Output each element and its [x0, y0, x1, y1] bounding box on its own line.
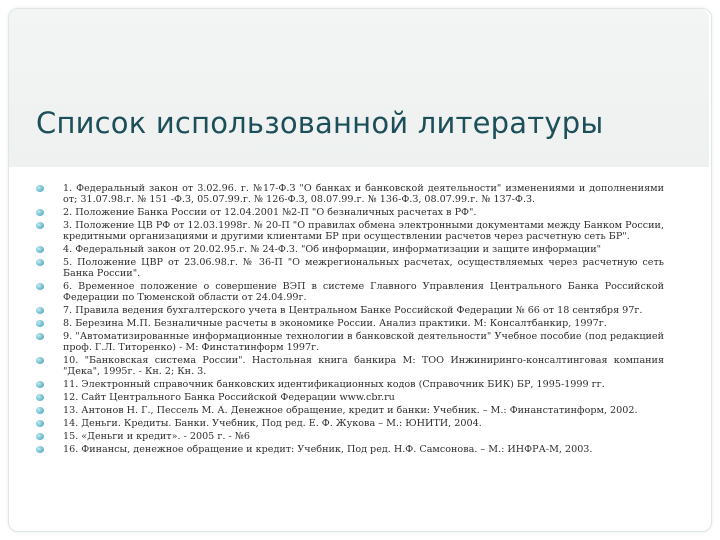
list-item [36, 418, 664, 429]
bullet-icon [36, 283, 44, 290]
list-item-text: 8. Березина М.П. Безналичные расчеты в экономике России. Анализ практики. М: Консалтбанкир, 1997г. [63, 318, 607, 330]
list-item-text: 14. Деньги. Кредиты. Банки. Учебник, Под ред. Е. Ф. Жукова – М.: ЮНИТИ, 2004. [63, 418, 482, 430]
bullet-icon [36, 446, 44, 453]
list-item [36, 355, 664, 377]
list-item [36, 281, 664, 303]
bullet-icon [36, 407, 44, 414]
list-item [36, 220, 664, 242]
bullet-icon [36, 259, 44, 266]
slide-title: Список использованной литературы [36, 106, 604, 140]
list-item [36, 392, 664, 403]
list-item [36, 318, 664, 329]
list-item-text: 12. Сайт Центрального Банка Российской Федерации www.cbr.ru [63, 392, 395, 404]
list-item [36, 183, 664, 205]
bullet-icon [36, 394, 44, 401]
list-item [36, 244, 664, 255]
list-item-text: 5. Положение ЦВР от 23.06.98.г. № 36-П "О межрегиональных расчетах, осуществляемых через расчетную сеть Банка России". [63, 257, 664, 280]
list-item [36, 444, 664, 455]
bullet-icon [36, 420, 44, 427]
bullet-icon [36, 209, 44, 216]
list-item [36, 257, 664, 279]
list-item-text: 9. "Автоматизированные информационные технологии в банковской деятельности" Учебное пособие (под редакцией проф. Г.Л. Титоренко) - М: Финстатинформ 1997г. [63, 331, 664, 354]
bullet-icon [36, 246, 44, 253]
list-item-text: 11. Электронный справочник банковских идентификационных кодов (Справочник БИК) БР, 1995-1999 гг. [63, 379, 605, 391]
bullet-icon [36, 433, 44, 440]
list-item-text: 13. Антонов Н. Г., Пессель М. А. Денежное обращение, кредит и банки: Учебник. – М.: Финанстатинформ, 2002. [63, 405, 638, 417]
bullet-icon [36, 357, 44, 364]
list-item-text: 16. Финансы, денежное обращение и кредит: Учебник, Под ред. Н.Ф. Самсонова. – М.: ИНФРА-М, 2003. [63, 444, 593, 456]
list-item-text: 15. «Деньги и кредит». - 2005 г. - №6 [63, 431, 250, 443]
list-item [36, 405, 664, 416]
list-item-text: 3. Положение ЦВ РФ от 12.03.1998г. № 20-П "О правилах обмена электронными документами между Банком России, кредитными организациями и другими клиентами БР при осуществлении расчетов через расчетную сеть БР". [63, 220, 664, 243]
title-band [9, 9, 709, 167]
list-item-text: 1. Федеральный закон от 3.02.96. г. №17-Ф.З "О банках и банковской деятельности" изменениями и дополнениями от; 31.07.98.г. № 151 -Ф.З, 05.07.99.г. № 126-Ф.З, 08.07.99.г. № 136-Ф.З, 08.07.99.г. № 137-Ф.З. [63, 183, 664, 206]
list-item-text: 10. "Банковская система России". Настольная книга банкира М: ТОО Инжиниринго-консалтинговая компания "Дека", 1995г. - Кн. 2; Кн. 3. [63, 355, 664, 378]
list-item [36, 379, 664, 390]
list-item [36, 305, 664, 316]
list-item-text: 7. Правила ведения бухгалтерского учета в Центральном Банке Российской Федерации № 66 от 18 сентября 97г. [63, 305, 643, 317]
bullet-icon [36, 307, 44, 314]
bullet-icon [36, 222, 44, 229]
list-item [36, 207, 664, 218]
list-item-text: 2. Положение Банка России от 12.04.2001 №2-П "О безналичных расчетах в РФ". [63, 207, 477, 219]
reference-list [36, 183, 664, 457]
bullet-icon [36, 320, 44, 327]
list-item-text: 6. Временное положение о совершение ВЭП в системе Главного Управления Центрального Банка Российской Федерации по Тюменской области от 24.04.99г. [63, 281, 664, 304]
bullet-icon [36, 333, 44, 340]
list-item-text: 4. Федеральный закон от 20.02.95.г. № 24-Ф.З. "Об информации, информатизации и защите информации" [63, 244, 602, 256]
list-item [36, 331, 664, 353]
list-item [36, 431, 664, 442]
bullet-icon [36, 381, 44, 388]
bullet-icon [36, 185, 44, 192]
